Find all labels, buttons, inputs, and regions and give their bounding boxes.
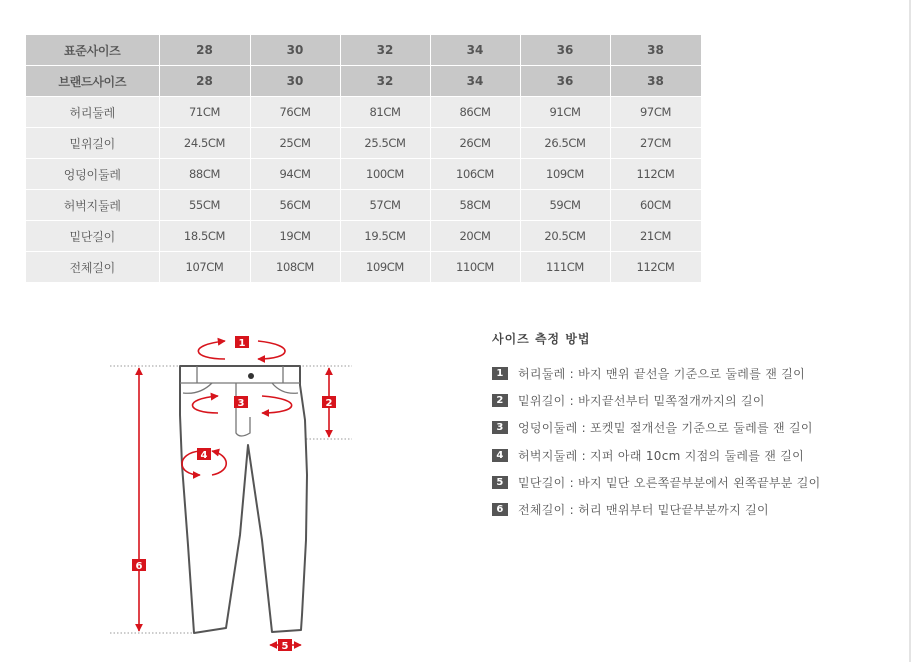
list-item: [492, 365, 892, 392]
table-cell: 107CM: [159, 252, 250, 283]
table-cell: 108CM: [250, 252, 340, 283]
table-cell: 76CM: [250, 97, 340, 128]
item-number: 1: [492, 367, 508, 380]
table-cell: 20CM: [430, 221, 520, 252]
header-cell: 38: [610, 66, 701, 97]
row-label: 밑위길이: [26, 128, 159, 159]
list-item: [492, 474, 892, 501]
item-number: 3: [492, 421, 508, 434]
table-row: [26, 159, 701, 190]
table-cell: 110CM: [430, 252, 520, 283]
table-header-row-standard: [26, 35, 701, 66]
item-text: 전체길이 : 허리 맨위부터 밑단끝부분까지 길이: [518, 502, 769, 517]
method-title: 사이즈 측정 방법: [492, 332, 591, 346]
item-text: 밑위길이 : 바지끝선부터 밑쪽절개까지의 길이: [518, 394, 765, 409]
table-cell: 81CM: [340, 97, 430, 128]
table-cell: 56CM: [250, 190, 340, 221]
header-cell: 36: [520, 35, 610, 66]
marker-2: [322, 396, 336, 409]
table-cell: 27CM: [610, 128, 701, 159]
list-item: [492, 501, 892, 528]
item-number: 5: [492, 476, 508, 489]
table-cell: 109CM: [340, 252, 430, 283]
svg-text:6: 6: [135, 561, 143, 572]
header-cell: 34: [430, 35, 520, 66]
svg-text:3: 3: [237, 398, 245, 409]
marker-4: [197, 448, 211, 461]
table-cell: 86CM: [430, 97, 520, 128]
table-cell: 26CM: [430, 128, 520, 159]
svg-text:4: 4: [200, 450, 208, 461]
header-cell: 36: [520, 66, 610, 97]
row-label: 전체길이: [26, 252, 159, 283]
row-label: 엉덩이둘레: [26, 159, 159, 190]
svg-text:5: 5: [281, 641, 289, 652]
table-cell: 55CM: [159, 190, 250, 221]
header-cell: 38: [610, 35, 701, 66]
svg-text:1: 1: [238, 338, 246, 349]
measurement-method-panel: [492, 330, 892, 528]
table-cell: 26.5CM: [520, 128, 610, 159]
row-label: 허리둘레: [26, 97, 159, 128]
table-cell: 91CM: [520, 97, 610, 128]
header-cell: 표준사이즈: [26, 35, 159, 66]
header-cell: 28: [159, 35, 250, 66]
table-row: [26, 221, 701, 252]
table-cell: 88CM: [159, 159, 250, 190]
header-cell: 브랜드사이즈: [26, 66, 159, 97]
table-cell: 109CM: [520, 159, 610, 190]
size-table: [26, 35, 702, 283]
table-cell: 112CM: [610, 159, 701, 190]
table-header-row-brand: [26, 66, 701, 97]
table-cell: 20.5CM: [520, 221, 610, 252]
method-list: [492, 365, 892, 528]
page-right-border: [909, 0, 911, 662]
table-row: [26, 252, 701, 283]
marker-1: [235, 336, 249, 349]
table-cell: 18.5CM: [159, 221, 250, 252]
row-label: 밑단길이: [26, 221, 159, 252]
table-row: [26, 128, 701, 159]
table-cell: 60CM: [610, 190, 701, 221]
item-text: 엉덩이둘레 : 포켓밑 절개선을 기준으로 둘레를 잰 길이: [518, 421, 813, 436]
table-cell: 94CM: [250, 159, 340, 190]
table-row: [26, 190, 701, 221]
table-cell: 21CM: [610, 221, 701, 252]
table-cell: 24.5CM: [159, 128, 250, 159]
table-cell: 57CM: [340, 190, 430, 221]
marker-6: [132, 559, 146, 572]
table-cell: 25.5CM: [340, 128, 430, 159]
marker-5: [278, 639, 292, 652]
header-cell: 30: [250, 66, 340, 97]
svg-text:2: 2: [325, 398, 333, 409]
button-icon: [248, 373, 254, 379]
table-cell: 97CM: [610, 97, 701, 128]
item-number: 4: [492, 449, 508, 462]
header-cell: 30: [250, 35, 340, 66]
table-cell: 58CM: [430, 190, 520, 221]
item-number: 6: [492, 503, 508, 516]
table-cell: 71CM: [159, 97, 250, 128]
header-cell: 28: [159, 66, 250, 97]
table-cell: 59CM: [520, 190, 610, 221]
table-cell: 112CM: [610, 252, 701, 283]
table-cell: 25CM: [250, 128, 340, 159]
header-cell: 34: [430, 66, 520, 97]
item-text: 허벅지둘레 : 지퍼 아래 10cm 지점의 둘레를 잰 길이: [518, 448, 805, 463]
item-text: 허리둘레 : 바지 맨위 끝선을 기준으로 둘레를 잰 길이: [518, 367, 805, 381]
table-row: [26, 97, 701, 128]
row-label: 허벅지둘레: [26, 190, 159, 221]
header-cell: 32: [340, 66, 430, 97]
header-cell: 32: [340, 35, 430, 66]
list-item: [492, 419, 892, 446]
pants-measurement-diagram: [100, 325, 380, 662]
item-text: 밑단길이 : 바지 밑단 오른쪽끝부분에서 왼쪽끝부분 길이: [518, 475, 821, 490]
list-item: [492, 392, 892, 419]
table-cell: 100CM: [340, 159, 430, 190]
table-cell: 19.5CM: [340, 221, 430, 252]
table-cell: 111CM: [520, 252, 610, 283]
list-item: [492, 447, 892, 474]
table-cell: 19CM: [250, 221, 340, 252]
table-cell: 106CM: [430, 159, 520, 190]
marker-3: [234, 396, 248, 409]
item-number: 2: [492, 394, 508, 407]
